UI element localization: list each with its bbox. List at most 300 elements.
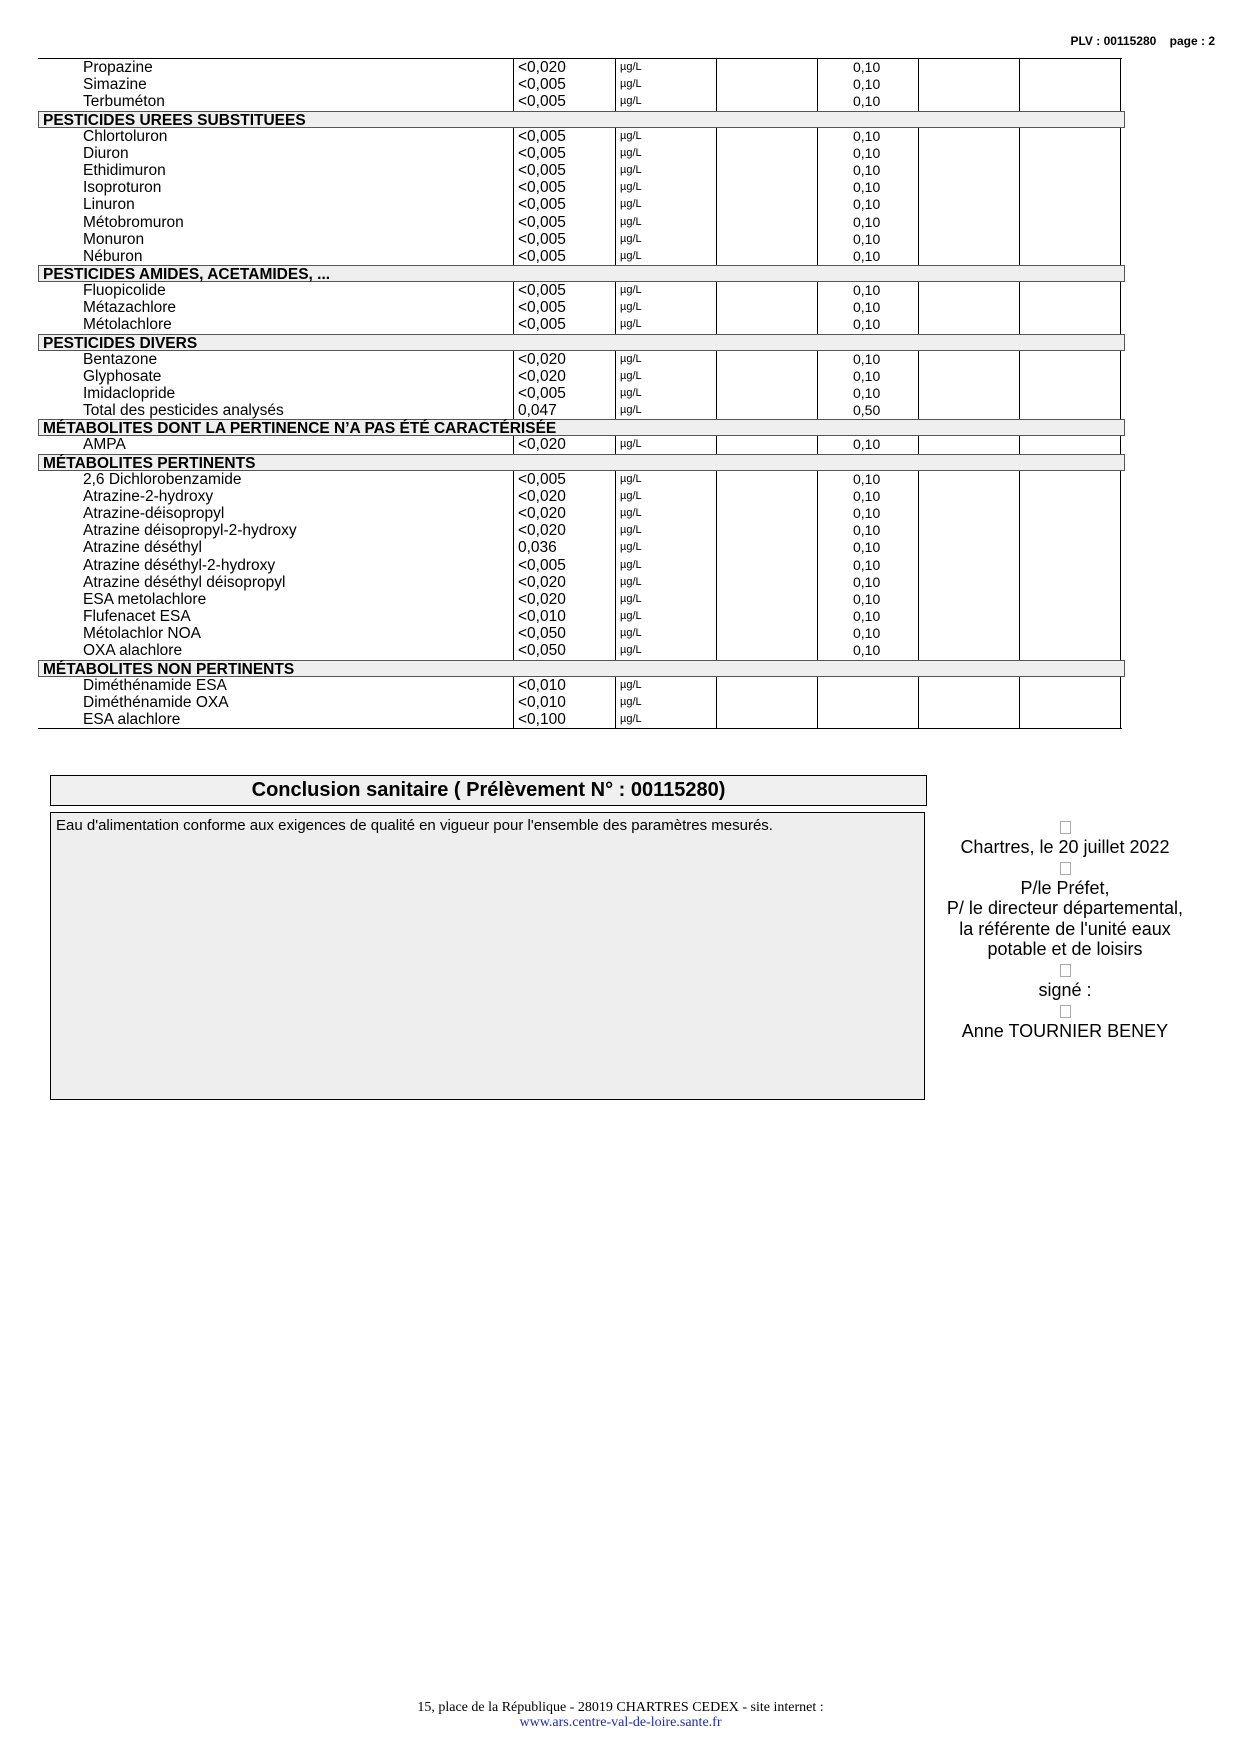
column-divider [918, 539, 919, 556]
table-row [38, 162, 1122, 179]
column-divider [615, 179, 616, 196]
column-divider [1019, 642, 1020, 659]
quality-limit: 0,10 [853, 367, 881, 384]
table-row [38, 196, 1122, 213]
column-divider [513, 505, 514, 522]
quality-limit: 0,50 [853, 402, 881, 419]
quality-limit: 0,10 [853, 350, 881, 367]
column-divider [716, 128, 717, 145]
column-divider [1120, 488, 1121, 505]
quality-limit: 0,10 [853, 93, 881, 110]
column-divider [513, 214, 514, 231]
result-unit: µg/L [620, 318, 642, 331]
column-divider [615, 694, 616, 711]
column-divider [918, 522, 919, 539]
column-divider [1019, 488, 1020, 505]
parameter-name: Métolachlor NOA [83, 625, 202, 643]
table-row [38, 231, 1122, 248]
quality-limit: 0,10 [853, 179, 881, 196]
column-divider [1120, 522, 1121, 539]
signature-block [935, 816, 1195, 1042]
column-divider [817, 385, 818, 402]
column-divider [1120, 625, 1121, 642]
results-table [38, 58, 1122, 729]
result-unit: µg/L [620, 713, 642, 725]
signature-line-referent: la référente de l'unité eaux [959, 918, 1171, 939]
column-divider [918, 231, 919, 248]
result-unit: µg/L [620, 404, 642, 417]
column-divider [513, 539, 514, 556]
page-header [1070, 34, 1215, 48]
column-divider [817, 368, 818, 385]
column-divider [716, 145, 717, 162]
checkbox-glyph-icon [1060, 862, 1071, 875]
column-divider [817, 436, 818, 453]
column-divider [513, 625, 514, 642]
column-divider [918, 488, 919, 505]
result-value: <0,020 [518, 59, 566, 76]
parameter-name: Atrazine déisopropyl-2-hydroxy [83, 522, 297, 540]
column-divider [513, 436, 514, 453]
column-divider [817, 591, 818, 608]
column-divider [615, 368, 616, 385]
column-divider [513, 351, 514, 368]
column-divider [716, 402, 717, 419]
column-divider [918, 179, 919, 196]
section-header: MÉTABOLITES PERTINENTS [38, 454, 1125, 471]
column-divider [918, 93, 919, 110]
column-divider [918, 677, 919, 694]
column-divider [817, 557, 818, 574]
column-divider [1120, 162, 1121, 179]
column-divider [615, 574, 616, 591]
parameter-name: Imidaclopride [83, 385, 176, 402]
conclusion-text: Eau d'alimentation conforme aux exigences de qualité en vigueur pour l'ensemble des paramètres mesurés. [56, 817, 773, 834]
footer-website-link[interactable]: www.ars.centre-val-de-loire.sante.fr [519, 1715, 722, 1730]
column-divider [716, 351, 717, 368]
quality-limit: 0,10 [853, 196, 881, 213]
result-value: <0,010 [518, 693, 566, 711]
column-divider [716, 677, 717, 694]
result-unit: µg/L [620, 592, 642, 605]
column-divider [817, 351, 818, 368]
column-divider [1120, 711, 1121, 728]
column-divider [918, 642, 919, 659]
column-divider [1019, 505, 1020, 522]
column-divider [1019, 436, 1020, 453]
result-unit: µg/L [620, 78, 642, 91]
column-divider [615, 557, 616, 574]
column-divider [1120, 385, 1121, 402]
column-divider [1120, 608, 1121, 625]
column-divider [1019, 248, 1020, 265]
column-divider [615, 93, 616, 110]
column-divider [817, 59, 818, 76]
column-divider [817, 711, 818, 728]
column-divider [1019, 196, 1020, 213]
column-divider [1120, 402, 1121, 419]
result-unit: µg/L [620, 644, 642, 657]
column-divider [918, 402, 919, 419]
result-unit: µg/L [620, 301, 642, 314]
column-divider [615, 145, 616, 162]
column-divider [615, 488, 616, 505]
column-divider [1120, 351, 1121, 368]
section-header: PESTICIDES DIVERS [38, 334, 1125, 351]
column-divider [1019, 351, 1020, 368]
result-value: <0,100 [518, 711, 566, 728]
column-divider [817, 608, 818, 625]
column-divider [1019, 711, 1020, 728]
result-value: <0,005 [518, 196, 566, 214]
column-divider [1120, 93, 1121, 110]
column-divider [513, 145, 514, 162]
result-unit: µg/L [620, 181, 642, 194]
column-divider [716, 214, 717, 231]
parameter-name: Atrazine-déisopropyl [83, 504, 225, 522]
signature-name: Anne TOURNIER BENEY [961, 1021, 1169, 1041]
column-divider [817, 162, 818, 179]
table-row [38, 522, 1122, 539]
quality-limit: 0,10 [853, 625, 881, 642]
column-divider [716, 591, 717, 608]
column-divider [615, 128, 616, 145]
column-divider [513, 76, 514, 93]
table-row [38, 368, 1122, 385]
quality-limit: 0,10 [853, 573, 881, 590]
column-divider [1120, 316, 1121, 333]
result-unit: µg/L [620, 232, 642, 245]
column-divider [1120, 505, 1121, 522]
column-divider [513, 59, 514, 76]
table-row [38, 128, 1122, 145]
parameter-name: Diméthénamide ESA [83, 676, 227, 694]
column-divider [1120, 231, 1121, 248]
table-row [38, 505, 1122, 522]
result-value: <0,005 [518, 299, 566, 317]
parameter-name: ESA metolachlore [83, 590, 207, 608]
result-unit: µg/L [620, 472, 642, 485]
parameter-name: Atrazine-2-hydroxy [83, 487, 214, 505]
column-divider [918, 385, 919, 402]
column-divider [1019, 557, 1020, 574]
checkbox-glyph-icon [1060, 964, 1071, 977]
column-divider [615, 505, 616, 522]
column-divider [1019, 76, 1020, 93]
column-divider [1019, 574, 1020, 591]
column-divider [716, 316, 717, 333]
quality-limit: 0,10 [853, 161, 881, 178]
result-value: <0,020 [518, 522, 566, 540]
column-divider [918, 128, 919, 145]
column-divider [1120, 299, 1121, 316]
column-divider [1120, 282, 1121, 299]
result-value: <0,005 [518, 144, 566, 162]
column-divider [716, 522, 717, 539]
parameter-name: Simazine [83, 76, 147, 94]
column-divider [716, 179, 717, 196]
result-value: <0,005 [518, 470, 566, 488]
parameter-name: Glyphosate [83, 367, 162, 385]
parameter-name: Terbuméton [83, 93, 165, 111]
column-divider [1120, 677, 1121, 694]
column-divider [615, 436, 616, 453]
quality-limit: 0,10 [853, 522, 881, 539]
quality-limit: 0,10 [853, 59, 881, 75]
column-divider [716, 162, 717, 179]
column-divider [918, 145, 919, 162]
column-divider [1019, 179, 1020, 196]
column-divider [513, 385, 514, 402]
column-divider [918, 316, 919, 333]
column-divider [817, 522, 818, 539]
column-divider [918, 59, 919, 76]
column-divider [817, 299, 818, 316]
result-value: <0,005 [518, 127, 566, 145]
checkbox-glyph-icon [1060, 821, 1071, 834]
footer-address: 15, place de la République - 28019 CHARTRES CEDEX - site internet : [417, 1700, 824, 1715]
result-unit: µg/L [620, 387, 642, 399]
result-unit: µg/L [620, 163, 642, 176]
column-divider [1019, 539, 1020, 556]
table-row [38, 471, 1122, 488]
plv-number: PLV : 00115280 [1070, 34, 1157, 48]
column-divider [716, 539, 717, 556]
parameter-name: Atrazine déséthyl-2-hydroxy [83, 556, 276, 574]
result-unit: µg/L [620, 610, 642, 623]
column-divider [716, 642, 717, 659]
result-value: 0,036 [518, 539, 557, 557]
column-divider [716, 505, 717, 522]
quality-limit: 0,10 [853, 436, 881, 453]
table-row [38, 711, 1122, 729]
column-divider [817, 488, 818, 505]
column-divider [513, 368, 514, 385]
column-divider [1120, 642, 1121, 659]
result-unit: µg/L [620, 541, 642, 554]
column-divider [1019, 145, 1020, 162]
result-value: <0,005 [518, 385, 566, 402]
column-divider [615, 402, 616, 419]
column-divider [615, 642, 616, 659]
column-divider [1019, 522, 1020, 539]
column-divider [716, 574, 717, 591]
column-divider [615, 196, 616, 213]
result-value: <0,020 [518, 350, 566, 368]
column-divider [513, 677, 514, 694]
column-divider [615, 711, 616, 728]
column-divider [1019, 385, 1020, 402]
column-divider [1019, 402, 1020, 419]
column-divider [918, 471, 919, 488]
column-divider [615, 59, 616, 76]
parameter-name: Métazachlore [83, 299, 177, 317]
column-divider [817, 145, 818, 162]
result-unit: µg/L [620, 575, 642, 588]
column-divider [1120, 145, 1121, 162]
column-divider [1019, 128, 1020, 145]
parameter-name: Flufenacet ESA [83, 608, 191, 626]
column-divider [513, 299, 514, 316]
parameter-name: Fluopicolide [83, 282, 166, 300]
quality-limit: 0,10 [853, 76, 881, 93]
quality-limit: 0,10 [853, 316, 881, 333]
column-divider [1120, 471, 1121, 488]
column-divider [1019, 471, 1020, 488]
column-divider [513, 591, 514, 608]
result-unit: µg/L [620, 627, 642, 640]
column-divider [716, 231, 717, 248]
parameter-name: Métolachlore [83, 316, 172, 334]
column-divider [817, 76, 818, 93]
result-unit: µg/L [620, 284, 642, 297]
result-value: <0,020 [518, 367, 566, 385]
table-row [38, 557, 1122, 574]
column-divider [918, 574, 919, 591]
column-divider [513, 248, 514, 265]
column-divider [716, 488, 717, 505]
column-divider [918, 557, 919, 574]
section-header: MÉTABOLITES DONT LA PERTINENCE N’A PAS ÉTÉ CARACTÉRISÉE [38, 419, 1125, 436]
column-divider [615, 351, 616, 368]
column-divider [1120, 694, 1121, 711]
column-divider [918, 299, 919, 316]
result-value: <0,005 [518, 213, 566, 231]
column-divider [615, 385, 616, 402]
column-divider [918, 368, 919, 385]
column-divider [1120, 59, 1121, 76]
quality-limit: 0,10 [853, 504, 881, 521]
column-divider [716, 368, 717, 385]
table-row [38, 282, 1122, 299]
result-unit: µg/L [620, 129, 642, 142]
result-value: 0,047 [518, 402, 557, 420]
result-value: <0,020 [518, 436, 566, 454]
column-divider [918, 162, 919, 179]
quality-limit: 0,10 [853, 213, 881, 230]
parameter-name: AMPA [83, 436, 126, 454]
conclusion-title: Conclusion sanitaire ( Prélèvement N° : 00115280) [50, 775, 927, 806]
column-divider [1019, 316, 1020, 333]
quality-limit: 0,10 [853, 282, 881, 299]
page-number: page : 2 [1169, 34, 1215, 48]
column-divider [1019, 59, 1020, 76]
result-unit: µg/L [620, 352, 642, 365]
result-value: <0,005 [518, 247, 566, 265]
result-unit: µg/L [620, 558, 642, 571]
result-value: <0,020 [518, 590, 566, 608]
column-divider [1120, 591, 1121, 608]
parameter-name: Néburon [83, 247, 143, 265]
column-divider [513, 574, 514, 591]
signature-date: Chartres, le 20 juillet 2022 [960, 836, 1170, 857]
page-footer [0, 1700, 1241, 1730]
column-divider [513, 522, 514, 539]
column-divider [615, 299, 616, 316]
table-row [38, 591, 1122, 608]
table-row [38, 145, 1122, 162]
column-divider [513, 231, 514, 248]
column-divider [1120, 574, 1121, 591]
column-divider [513, 179, 514, 196]
parameter-name: 2,6 Dichlorobenzamide [83, 470, 242, 488]
conclusion-text-box [50, 812, 925, 1100]
table-row [38, 351, 1122, 368]
parameter-name: Total des pesticides analysés [83, 402, 284, 420]
column-divider [513, 694, 514, 711]
quality-limit: 0,10 [853, 556, 881, 573]
column-divider [1019, 93, 1020, 110]
result-unit: µg/L [620, 249, 642, 262]
column-divider [513, 402, 514, 419]
column-divider [918, 214, 919, 231]
column-divider [513, 557, 514, 574]
column-divider [716, 694, 717, 711]
result-value: <0,050 [518, 625, 566, 643]
column-divider [1120, 196, 1121, 213]
column-divider [716, 196, 717, 213]
parameter-name: Atrazine déséthyl [83, 539, 202, 557]
table-row [38, 316, 1122, 333]
table-row [38, 402, 1122, 419]
column-divider [918, 76, 919, 93]
column-divider [817, 642, 818, 659]
column-divider [1120, 368, 1121, 385]
table-row [38, 299, 1122, 316]
result-value: <0,020 [518, 504, 566, 522]
column-divider [716, 557, 717, 574]
column-divider [615, 214, 616, 231]
quality-limit: 0,10 [853, 247, 881, 264]
column-divider [918, 282, 919, 299]
result-value: <0,020 [518, 487, 566, 505]
result-unit: µg/L [620, 146, 642, 159]
column-divider [615, 471, 616, 488]
parameter-name: Métobromuron [83, 213, 184, 231]
parameter-name: Diuron [83, 144, 129, 162]
column-divider [817, 128, 818, 145]
column-divider [615, 231, 616, 248]
quality-limit: 0,10 [853, 539, 881, 556]
column-divider [817, 282, 818, 299]
result-unit: µg/L [620, 95, 642, 108]
column-divider [1120, 214, 1121, 231]
column-divider [716, 608, 717, 625]
table-row [38, 694, 1122, 711]
column-divider [918, 591, 919, 608]
parameter-name: Ethidimuron [83, 161, 166, 179]
result-value: <0,050 [518, 642, 566, 660]
quality-limit: 0,10 [853, 127, 881, 144]
table-row [38, 488, 1122, 505]
column-divider [1019, 677, 1020, 694]
parameter-name: Monuron [83, 230, 145, 248]
quality-limit: 0,10 [853, 299, 881, 316]
column-divider [817, 539, 818, 556]
column-divider [817, 196, 818, 213]
column-divider [1120, 128, 1121, 145]
column-divider [1120, 557, 1121, 574]
parameter-name: Isoproturon [83, 179, 162, 197]
section-header: MÉTABOLITES NON PERTINENTS [38, 660, 1125, 677]
column-divider [817, 93, 818, 110]
table-row [38, 248, 1122, 265]
column-divider [817, 316, 818, 333]
result-value: <0,005 [518, 282, 566, 300]
quality-limit: 0,10 [853, 487, 881, 504]
column-divider [817, 574, 818, 591]
column-divider [817, 231, 818, 248]
